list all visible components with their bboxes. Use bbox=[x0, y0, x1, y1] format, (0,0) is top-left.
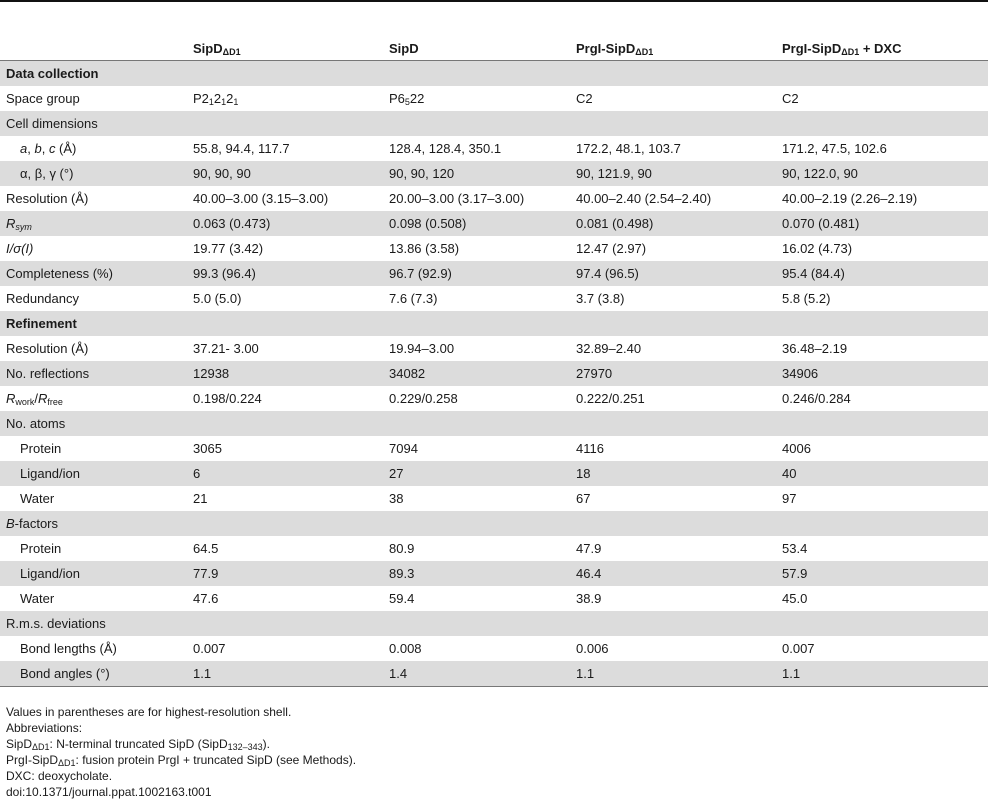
cell-col-1: 37.21- 3.00 bbox=[193, 341, 259, 356]
cell-col-3: 18 bbox=[570, 461, 776, 486]
cell-col-1: 47.6 bbox=[193, 591, 219, 606]
cell-col-2: 19.94–3.00 bbox=[389, 341, 455, 356]
cell-col-3: 1.1 bbox=[570, 661, 776, 687]
row-label: Resolution (Å) bbox=[6, 341, 89, 356]
cell-col-2: 20.00–3.00 (3.17–3.00) bbox=[389, 191, 525, 206]
cell-col-2 bbox=[383, 111, 570, 136]
row-label: Protein bbox=[20, 541, 62, 556]
cell-col-4: 97 bbox=[782, 491, 797, 506]
row-label: Space group bbox=[6, 91, 80, 106]
cell-col-1: 6 bbox=[187, 461, 383, 486]
cell-col-1 bbox=[187, 61, 383, 87]
cell-col-1: 1.1 bbox=[187, 661, 383, 687]
cell-col-1 bbox=[187, 311, 383, 336]
cell-col-1: 77.9 bbox=[187, 561, 383, 586]
cell-col-4: 95.4 (84.4) bbox=[776, 261, 988, 286]
row-label: B-factors bbox=[0, 511, 187, 536]
header-col-2: SipD bbox=[389, 40, 419, 56]
header-col-3: PrgI-SipD$_{\Delta D1}$ bbox=[576, 40, 654, 57]
row-label: Protein bbox=[20, 441, 62, 456]
cell-col-4: 57.9 bbox=[776, 561, 988, 586]
cell-col-1 bbox=[187, 511, 383, 536]
table-row bbox=[0, 136, 988, 161]
cell-col-4 bbox=[776, 411, 988, 436]
cell-col-4: 45.0 bbox=[782, 591, 808, 606]
cell-col-3: 32.89–2.40 bbox=[576, 341, 642, 356]
cell-col-1 bbox=[187, 111, 383, 136]
crystallography-table bbox=[0, 36, 988, 687]
cell-col-1: 0.198/0.224 bbox=[193, 391, 262, 406]
cell-col-3 bbox=[570, 311, 776, 336]
cell-col-3: 90, 121.9, 90 bbox=[570, 161, 776, 186]
cell-col-3: 0.081 (0.498) bbox=[570, 211, 776, 236]
cell-col-3: C2 bbox=[576, 91, 593, 106]
cell-col-2: 59.4 bbox=[389, 591, 415, 606]
cell-col-4: 36.48–2.19 bbox=[782, 341, 848, 356]
cell-col-2: 89.3 bbox=[383, 561, 570, 586]
cell-col-2: 0.008 bbox=[389, 641, 422, 656]
cell-col-2: $P6_522$ bbox=[389, 91, 425, 107]
row-label: Refinement bbox=[0, 311, 187, 336]
cell-col-4 bbox=[776, 311, 988, 336]
cell-col-2: 80.9 bbox=[389, 541, 415, 556]
cell-col-2: 90, 90, 120 bbox=[383, 161, 570, 186]
table-row bbox=[0, 86, 988, 111]
cell-col-1: 64.5 bbox=[193, 541, 219, 556]
cell-col-1: 0.007 bbox=[193, 641, 226, 656]
cell-col-2: 1.4 bbox=[383, 661, 570, 687]
table-row bbox=[0, 411, 988, 436]
row-label: No. reflections bbox=[0, 361, 187, 386]
cell-col-2: 0.229/0.258 bbox=[389, 391, 458, 406]
cell-col-3: 0.006 bbox=[576, 641, 609, 656]
table-row bbox=[0, 561, 988, 586]
cell-col-3 bbox=[570, 61, 776, 87]
cell-col-3: 4116 bbox=[576, 441, 604, 456]
table-row bbox=[0, 661, 988, 687]
cell-col-4 bbox=[776, 61, 988, 87]
cell-col-4: 5.8 (5.2) bbox=[782, 291, 831, 306]
table-row bbox=[0, 511, 988, 536]
cell-col-2: 96.7 (92.9) bbox=[383, 261, 570, 286]
cell-col-2: 7094 bbox=[389, 441, 418, 456]
cell-col-1: 21 bbox=[193, 491, 208, 506]
cell-col-1: 40.00–3.00 (3.15–3.00) bbox=[193, 191, 329, 206]
row-label: Data collection bbox=[0, 61, 187, 87]
table-row bbox=[0, 186, 988, 211]
table-row bbox=[0, 611, 988, 636]
table-row bbox=[0, 211, 988, 236]
cell-col-1: $P2_12_12_1$ bbox=[193, 91, 239, 107]
row-label: Water bbox=[20, 491, 55, 506]
row-label: Bond lengths (Å) bbox=[20, 641, 117, 656]
row-label: $R_{sym}$ bbox=[0, 211, 187, 236]
section-row bbox=[0, 61, 988, 87]
table-row bbox=[0, 436, 988, 461]
row-label: Bond angles (°) bbox=[0, 661, 187, 687]
cell-col-3 bbox=[570, 611, 776, 636]
cell-col-3: 97.4 (96.5) bbox=[570, 261, 776, 286]
row-label: Resolution (Å) bbox=[6, 191, 89, 206]
cell-col-4: 1.1 bbox=[776, 661, 988, 687]
row-label: Redundancy bbox=[6, 291, 79, 306]
cell-col-3: 47.9 bbox=[576, 541, 602, 556]
cell-col-1: 90, 90, 90 bbox=[187, 161, 383, 186]
row-label: Ligand/ion bbox=[0, 561, 187, 586]
cell-col-2: 34082 bbox=[383, 361, 570, 386]
cell-col-1: 3065 bbox=[193, 441, 222, 456]
table-body bbox=[0, 61, 988, 687]
cell-col-3: 27970 bbox=[570, 361, 776, 386]
header-col-1: SipD$_{\Delta D1}$ bbox=[193, 40, 241, 57]
cell-col-4 bbox=[776, 111, 988, 136]
cell-col-3: 0.222/0.251 bbox=[576, 391, 645, 406]
cell-col-1: 12938 bbox=[187, 361, 383, 386]
table-row bbox=[0, 636, 988, 661]
table-row bbox=[0, 286, 988, 311]
row-label: R.m.s. deviations bbox=[0, 611, 187, 636]
cell-col-2 bbox=[383, 311, 570, 336]
cell-col-3: 38.9 bbox=[576, 591, 602, 606]
row-label: a, b, c (Å) bbox=[20, 141, 77, 156]
cell-col-3: 12.47 (2.97) bbox=[576, 241, 647, 256]
cell-col-2 bbox=[383, 511, 570, 536]
footnote-parentheses: Values in parentheses are for highest-resolution shell. bbox=[6, 705, 292, 719]
cell-col-3: 46.4 bbox=[570, 561, 776, 586]
row-label: $R_{work}/R_{free}$ bbox=[6, 391, 63, 407]
cell-col-4: 90, 122.0, 90 bbox=[776, 161, 988, 186]
cell-col-4: 53.4 bbox=[782, 541, 808, 556]
table-row bbox=[0, 486, 988, 511]
cell-col-4: 34906 bbox=[776, 361, 988, 386]
row-label: Cell dimensions bbox=[0, 111, 187, 136]
row-label: Completeness (%) bbox=[0, 261, 187, 286]
table-row bbox=[0, 586, 988, 611]
footnote-doi: doi:10.1371/journal.ppat.1002163.t001 bbox=[6, 785, 212, 799]
cell-col-3: 67 bbox=[576, 491, 591, 506]
table-row bbox=[0, 536, 988, 561]
footnote-abbreviations: Abbreviations: bbox=[6, 721, 83, 735]
table-row bbox=[0, 386, 988, 411]
table-row bbox=[0, 161, 988, 186]
cell-col-4: 171.2, 47.5, 102.6 bbox=[782, 141, 887, 156]
cell-col-2 bbox=[383, 611, 570, 636]
footnotes bbox=[6, 704, 356, 800]
cell-col-2 bbox=[383, 61, 570, 87]
cell-col-3 bbox=[570, 511, 776, 536]
cell-col-1: 5.0 (5.0) bbox=[193, 291, 242, 306]
cell-col-4: 4006 bbox=[782, 441, 811, 456]
section-row bbox=[0, 311, 988, 336]
cell-col-4 bbox=[776, 511, 988, 536]
row-label: α, β, γ (°) bbox=[0, 161, 187, 186]
top-rule bbox=[0, 0, 988, 2]
header-empty bbox=[0, 36, 187, 61]
cell-col-4: 0.246/0.284 bbox=[782, 391, 851, 406]
cell-col-4 bbox=[776, 611, 988, 636]
cell-col-3: 172.2, 48.1, 103.7 bbox=[576, 141, 681, 156]
cell-col-4: 0.070 (0.481) bbox=[776, 211, 988, 236]
cell-col-1 bbox=[187, 411, 383, 436]
cell-col-4: 16.02 (4.73) bbox=[782, 241, 853, 256]
cell-col-3: 40.00–2.40 (2.54–2.40) bbox=[576, 191, 712, 206]
row-label: No. atoms bbox=[0, 411, 187, 436]
cell-col-2: 38 bbox=[389, 491, 404, 506]
cell-col-1 bbox=[187, 611, 383, 636]
footnote-prgi: PrgI-SipD$_{\Delta D1}$: fusion protein PrgI + truncated SipD (see Methods). bbox=[6, 753, 357, 768]
cell-col-4: C2 bbox=[782, 91, 799, 106]
table-row bbox=[0, 361, 988, 386]
cell-col-3 bbox=[570, 111, 776, 136]
cell-col-3: 3.7 (3.8) bbox=[576, 291, 625, 306]
cell-col-4: 40 bbox=[776, 461, 988, 486]
table-row bbox=[0, 236, 988, 261]
table-row bbox=[0, 336, 988, 361]
cell-col-1: 0.063 (0.473) bbox=[187, 211, 383, 236]
cell-col-1: 55.8, 94.4, 117.7 bbox=[193, 141, 290, 156]
footnote-sipd: SipD$_{\Delta D1}$: N-terminal truncated SipD (SipD$_{132-343}$). bbox=[6, 737, 270, 752]
row-label: Water bbox=[20, 591, 55, 606]
table-row bbox=[0, 461, 988, 486]
cell-col-1: 99.3 (96.4) bbox=[187, 261, 383, 286]
cell-col-2: 27 bbox=[383, 461, 570, 486]
table-row bbox=[0, 111, 988, 136]
cell-col-2 bbox=[383, 411, 570, 436]
cell-col-4: 40.00–2.19 (2.26–2.19) bbox=[782, 191, 918, 206]
cell-col-3 bbox=[570, 411, 776, 436]
cell-col-2: 13.86 (3.58) bbox=[389, 241, 460, 256]
cell-col-2: 128.4, 128.4, 350.1 bbox=[389, 141, 502, 156]
cell-col-2: 7.6 (7.3) bbox=[389, 291, 438, 306]
row-label: Ligand/ion bbox=[0, 461, 187, 486]
cell-col-2: 0.098 (0.508) bbox=[383, 211, 570, 236]
cell-col-1: 19.77 (3.42) bbox=[193, 241, 264, 256]
footnote-dxc: DXC: deoxycholate. bbox=[6, 769, 113, 783]
table-row bbox=[0, 261, 988, 286]
header-col-4: PrgI-SipD$_{\Delta D1}$ + DXC bbox=[782, 40, 902, 57]
row-label: I/σ(I) bbox=[6, 241, 34, 256]
cell-col-4: 0.007 bbox=[782, 641, 815, 656]
header-row bbox=[0, 36, 988, 61]
